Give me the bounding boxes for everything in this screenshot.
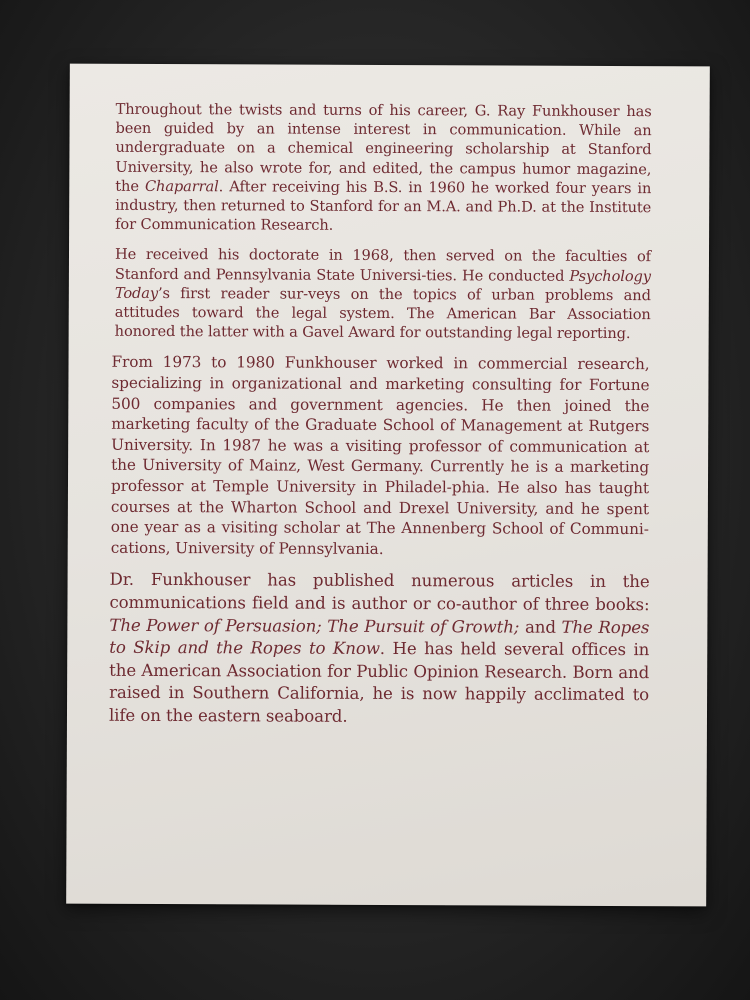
biography-text — [108, 100, 652, 741]
paragraph-doctorate: He received his doctorate in 1968, then served on the faculties of Stanford and Pennsylvania State Universi-ties. He conducted Psychology Today’s first reader sur-veys on the topics of urban problems and attitudes toward the legal system. The American Bar Association honored the latter with a Gavel Award for outstanding legal reporting. — [114, 246, 652, 343]
paragraph-career-intro: Throughout the twists and turns of his career, G. Ray Funkhouser has been guided by an intense interest in communication. While an undergraduate on a chemical engineering scholarship at Stanford University, he also wrote for, and edited, the campus humor magazine, the Chaparral. After receiving his B.S. in 1960 he worked four years in industry, then returned to Stanford for an M.A. and Ph.D. at the Institute for Communication Research. — [115, 100, 652, 234]
paragraph-commercial-research: From 1973 to 1980 Funkhouser worked in commercial research, specializing in organizational and marketing consulting for Fortune 500 companies and government agencies. He then joined the marketing faculty of the Graduate School of Management at Rutgers University. In 1987 he was a visiting professor of communication at the University of Mainz, West Germany. Currently he is a marketing professor at Temple University in Philadel-phia. He also has taught courses at the Wharton School and Drexel University, and he spent one year as a visiting scholar at The Annenberg School of Communi-cations, University of Pennsylvania. — [110, 353, 650, 558]
paragraph-publications: Dr. Funkhouser has published numerous articles in the communications field and is author or co-author of three books: The Power of Persuasion; The Pursuit of Growth; and The Ropes to Skip and the Ropes to Know. He has held several offices in the American Association for Public Opinion Research. Born and raised in Southern California, he is now happily acclimated to life on the eastern seaboard. — [108, 570, 650, 726]
printed-page — [66, 64, 710, 907]
